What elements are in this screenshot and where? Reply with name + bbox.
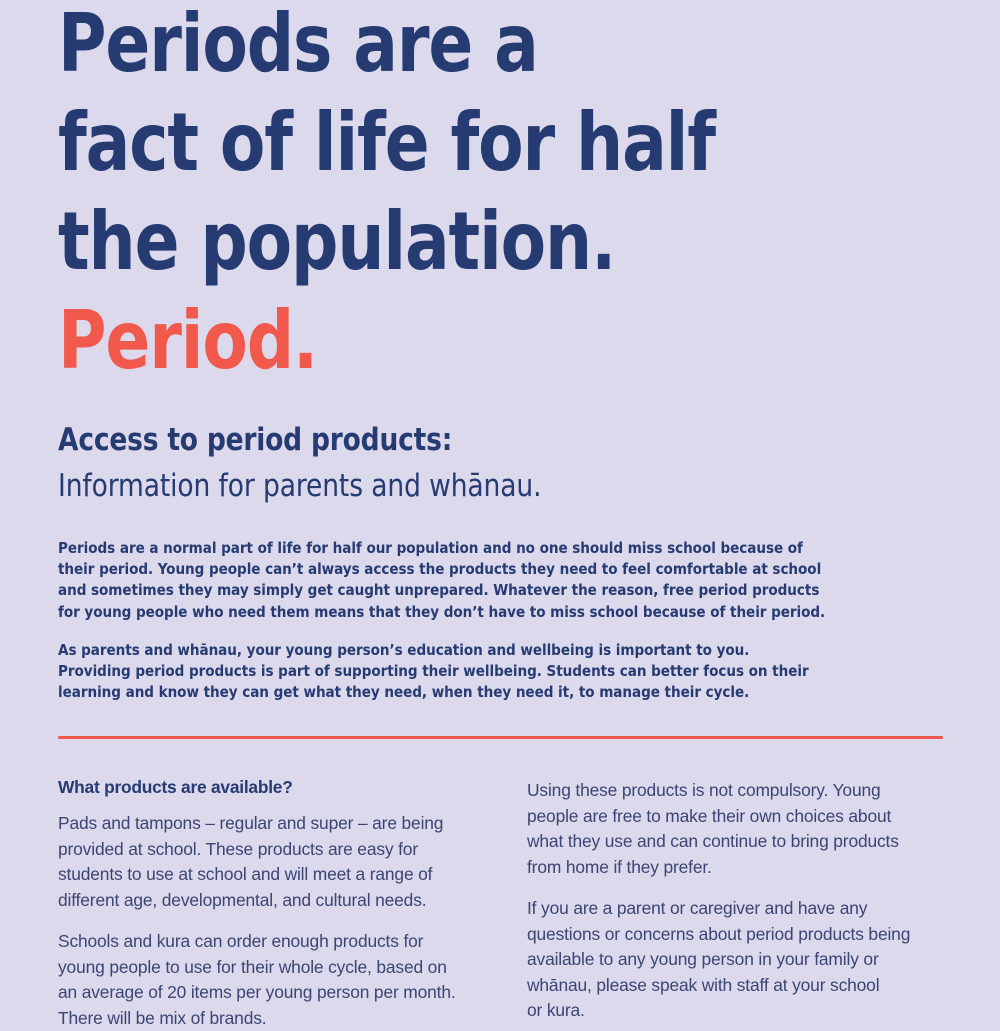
intro-p1-line-3: and sometimes they may simply get caught unprepared. Whatever the reason, free period products [58, 580, 945, 601]
col-right-p2-line-4: whānau, please speak with staff at your school [527, 973, 944, 999]
column-right [527, 776, 944, 1031]
intro-block [58, 538, 958, 703]
subhead-bold-line: Access to period products: [58, 417, 913, 463]
col-right-p2-line-2: questions or concerns about period products being [527, 922, 944, 948]
column-left-paragraph-1 [58, 811, 527, 913]
col-right-p1-line-2: people are free to make their own choices about [527, 804, 944, 830]
subhead-regular-line: Information for parents and whānau. [58, 463, 913, 509]
headline-block [58, 0, 958, 390]
col-left-p1-line-2: provided at school. These products are easy for [58, 837, 527, 863]
col-left-p1-line-4: different age, developmental, and cultural needs. [58, 888, 527, 914]
col-left-p1-line-1: Pads and tampons – regular and super – are being [58, 811, 527, 837]
headline-line-2: fact of life for half [58, 93, 886, 192]
intro-p2-line-2: Providing period products is part of supporting their wellbeing. Students can better focus on their [58, 661, 945, 682]
col-right-p1-line-1: Using these products is not compulsory. Young [527, 778, 944, 804]
col-left-p1-line-3: students to use at school and will meet a range of [58, 862, 527, 888]
subhead-block [58, 417, 958, 509]
intro-paragraph-1 [58, 538, 945, 623]
intro-paragraph-2 [58, 640, 945, 704]
col-right-p2-line-1: If you are a parent or caregiver and have any [527, 896, 944, 922]
intro-p1-line-4: for young people who need them means that they don’t have to miss school because of their period. [58, 602, 945, 623]
col-right-p1-line-4: from home if they prefer. [527, 855, 944, 881]
col-right-p2-line-5: or kura. [527, 998, 944, 1024]
col-right-p2-line-3: available to any young person in your family or [527, 947, 944, 973]
columns-block [58, 776, 944, 1031]
col-left-p2-line-4: There will be mix of brands. [58, 1006, 527, 1031]
intro-p1-line-1: Periods are a normal part of life for half our population and no one should miss school because of [58, 538, 945, 559]
col-left-p2-line-3: an average of 20 items per young person per month. [58, 980, 527, 1006]
col-right-p1-line-3: what they use and can continue to bring products [527, 829, 944, 855]
column-right-paragraph-1 [527, 778, 944, 880]
section-divider [58, 736, 943, 739]
headline-line-1: Periods are a [58, 0, 886, 93]
intro-p1-line-2: their period. Young people can’t always access the products they need to feel comfortable at school [58, 559, 945, 580]
intro-p2-line-1: As parents and whānau, your young person’s education and wellbeing is important to you. [58, 640, 945, 661]
headline-line-3: the population. [58, 192, 886, 291]
intro-p2-line-3: learning and know they can get what they need, when they need it, to manage their cycle. [58, 682, 945, 703]
headline-accent-line: Period. [58, 291, 886, 390]
column-left [58, 776, 527, 1031]
col-left-p2-line-1: Schools and kura can order enough products for [58, 929, 527, 955]
column-left-heading: What products are available? [58, 776, 527, 798]
column-left-paragraph-2 [58, 929, 527, 1031]
column-right-paragraph-2 [527, 896, 944, 1024]
col-left-p2-line-2: young people to use for their whole cycle, based on [58, 955, 527, 981]
